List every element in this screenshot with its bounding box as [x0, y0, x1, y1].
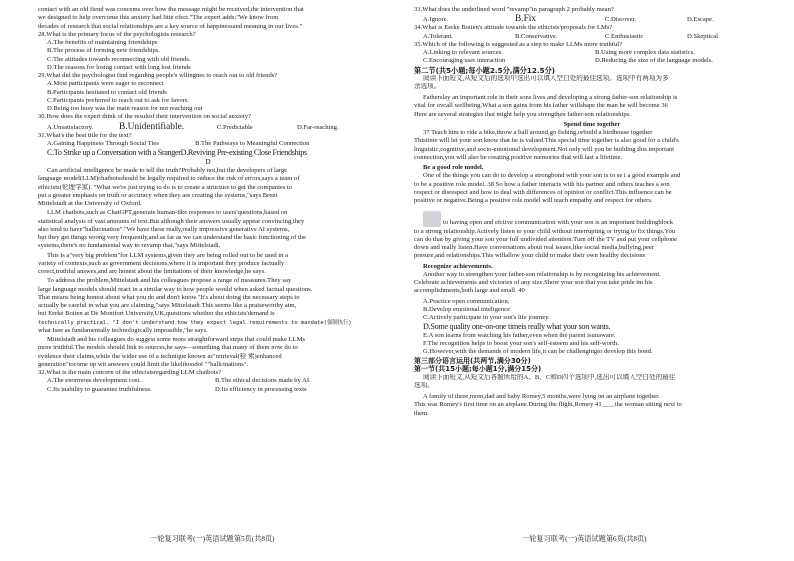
- question-stem: 34.What is Eerke Boiten's attitude towards the ethicists'proposals for LMs?: [414, 24, 613, 32]
- option-g: G.However,with the demands of modern life,it can be challengingto develop this bond.: [423, 348, 653, 356]
- option-c: C.To Strike up a Conversation with a Sranger: [47, 148, 181, 157]
- text-line: Fatherslay an important role in their sons lives and developing a strong father-son relationship is: [423, 94, 678, 101]
- text-line: down and really listen.Have conversations about real issues,like social media,bullying,peer: [414, 244, 655, 251]
- text-line: respect or disrespect and how to deal with differences of opinion or conflict.This influence can be: [414, 188, 672, 196]
- text-line: Thistime will let your son know that he is valued.This special time together is also good for a child's: [414, 137, 679, 145]
- question-31: [38, 132, 378, 167]
- text-line: LLM chatbots,such as ChatGPT,generate human-like responses to users'questions,based on: [47, 209, 288, 217]
- option-row: [414, 33, 770, 41]
- option-c: C.Participants preferred to reach out to ask for favors.: [47, 96, 190, 104]
- option-row: [38, 377, 378, 385]
- question-35: [414, 41, 770, 66]
- option-b: B.Participants hesitated to contact old friends: [47, 88, 167, 96]
- text-line: ethicists(伦理学家). "What we're just trying to do is to create a structure to get the companies to: [38, 183, 293, 191]
- blurred-blank-39: [423, 211, 441, 227]
- option-c: C.Enthusiastic: [605, 32, 644, 40]
- option-d: D.Some quality one-on-one timeis really what your son wants.: [423, 322, 611, 332]
- option-c: C.Discover.: [605, 16, 637, 24]
- option-b: B.Conservative.: [515, 32, 558, 40]
- text-line: That means being honest about what you do and don't know."It's about doing the necessary steps to: [38, 293, 300, 301]
- text-line: language model(LLM)chatbotsshould be legally required to reduce the risk of errors,says a team of: [38, 175, 300, 183]
- option-d: D.Reducing the size of the language models.: [595, 57, 713, 65]
- option-f: F.The recognition helps to boost your son's self-esteem and his self-worth.: [423, 340, 619, 347]
- option-b: B.The ethical decisions made by AI.: [215, 377, 311, 385]
- question-32: [38, 369, 378, 394]
- option-c: C.The attitudes towards reconnecting with old friends.: [47, 55, 191, 63]
- text-fragment: to having open and efctive communication with your son is an important buildingblock: [443, 219, 674, 227]
- option-a: A.Ignore.: [423, 16, 449, 24]
- option-row: [38, 140, 378, 148]
- question-stem: 32.What is the main concern of the ethicistsregarding LLM chatbots?: [38, 369, 222, 376]
- text-line: [414, 211, 770, 227]
- instruction-line: 选项。: [414, 381, 434, 389]
- question-stem: 35.Which of the following is suggested as a step to make LLMs more truthful?: [414, 40, 623, 48]
- option-a: A.Linking to relevant sources.: [423, 49, 504, 56]
- text-line: To address the problem,Mittelstadt and his colleagues propose a range of measures.They say: [47, 277, 292, 285]
- text-line: decades of research that social relationships are a key source of happinessand meaning in our lives.": [38, 22, 303, 30]
- text-line: accomplishments,both large and small. 40: [414, 287, 525, 295]
- text-line: actually be careful in what you are claiming,"says Mittelstadt.This seems like a praiseworthy aim,: [38, 302, 297, 309]
- option-d: D.Skeptical: [687, 32, 718, 40]
- text-line: evidence their claims,while the wider use of a technique known as"retrieval(检 索)enhanced: [38, 352, 282, 360]
- option-b: B.The Pathways to Meaningful Connection: [195, 139, 310, 147]
- question-stem: 33.What does the underlined word "revamp"in paragraph 2 probably mean?: [414, 6, 614, 13]
- text-line: connection,you will also be creating positive memories that will last a lifetime.: [414, 153, 623, 161]
- subheading: Spend time together: [563, 120, 621, 128]
- question-stem: 31.What's the best title for the text?: [38, 131, 132, 139]
- text-line: Another way to strengthen your father-son relationship is by recognizing his achievement.: [423, 270, 661, 278]
- question-stem: 30.How does the expert think of the resultof their intervention on social anxiety?: [38, 113, 251, 121]
- text-line: This is a"very big problem"for LLM systems,given they are being rolled out to be used in a: [47, 251, 289, 259]
- text-line: Here are several strategies that might help you strengthen father-son relationships.: [414, 110, 631, 118]
- question-30: [38, 113, 378, 131]
- text-line: large language models should react in a similar way to how people would when asked factual questions.: [38, 285, 313, 293]
- option-a: A.Most participants were eager to reconnect: [47, 80, 164, 88]
- text-line: vital for ovcall wellbeing.What a son gains from his father willshape the man he will become 36: [414, 102, 668, 110]
- text-line: what Isee as fundamentally technologically impossible,"he says.: [38, 326, 208, 334]
- option-d-wrap: D: [205, 157, 211, 166]
- question-29: [38, 72, 378, 113]
- option-a: A.Unsatisfactory.: [47, 123, 94, 131]
- left-page-column: [38, 6, 378, 394]
- option-row: [414, 57, 770, 65]
- question-33: [414, 6, 770, 24]
- text-line: to be a positive role model. 38 So how a father interacts with his partner and others teaches a son: [414, 180, 670, 188]
- cloze-options: [414, 298, 770, 357]
- subheading: Be a good role model.: [423, 164, 484, 171]
- option-e: E.A son learns from watching his father,even when the parent isunaware.: [423, 331, 616, 339]
- option-c: C.Predictable: [217, 123, 253, 131]
- text-line: them.: [414, 409, 429, 417]
- instruction-line: 余选项。: [414, 82, 441, 90]
- text-line: presure,and relationships.This willallow your child to make their own healthy decisions: [414, 252, 646, 260]
- question-stem: 28.What is the primary focus of the psychologists research?: [38, 30, 196, 38]
- option-a: A.The enormous development cost.: [47, 377, 141, 385]
- text-line: but Eerke Boiten at De Montfort University,UK,questions whether the ethicists'demand is: [38, 310, 275, 318]
- section-heading: 第二节(共5小题;每小题2.5分,满分12.5分): [414, 65, 556, 75]
- text-line: One of the things you can do to develop a strongbond with your son is to se t a good example and: [423, 172, 681, 180]
- option-b: B.Fix: [515, 14, 537, 25]
- option-d: D.The reasons for losing contact with long lost friends: [47, 63, 191, 71]
- page-footer-right: 一轮复习联考(一)英语试题第6页(共8页): [522, 535, 647, 543]
- page-footer-left: 一轮复习联考(一)英语试题第5页(共8页): [150, 535, 275, 543]
- text-line: put a greater emphasis on truth or accuracy when they are creating the systems,"says Brent: [38, 191, 278, 199]
- option-row: [38, 386, 378, 394]
- option-d: D.Being too busy was the main reason for not reaching out: [47, 105, 203, 112]
- text-line: also tend to have"hallucination"."We have these really,really impressive generative AI systems,: [38, 225, 290, 233]
- text-line: we designed to help overcome this anxiety had litte efect."The expert adds:"We know from: [38, 14, 279, 22]
- text-line: 37 Teach him to ride a bike,throw a ball around,go fishing,orbuild a birdhouse together: [423, 129, 653, 136]
- text-line: statistical analysis of vast amounts of text.But although their answers usually appear convincing,they: [38, 217, 305, 225]
- option-d: D.Escape.: [687, 16, 714, 24]
- text-line: more truthful.The models should link to sources,he says—something that many of them now do to: [38, 344, 298, 352]
- option-d: D.Far-reaching.: [297, 123, 339, 131]
- text-line: Mittelstadt at the University of Oxford.: [38, 200, 142, 207]
- subheading: Recognize achievements.: [423, 262, 493, 270]
- option-d: D.Reviving Pre-existing Close Friendships: [180, 148, 307, 157]
- reading-passage: [38, 167, 378, 369]
- text-line: A family of three,mom,dad and baby Romey,5 months,were lying on an airplane together.: [423, 393, 660, 401]
- text-line: Celebrate achievements and victories of any size.Show your son that you take pride im his: [414, 279, 653, 286]
- text-line: to a strong relationship.Actively listen to your child without interrupting or trying to fix things.You: [414, 227, 676, 235]
- option-row: [38, 122, 378, 132]
- option-row: [38, 148, 378, 158]
- cloze-passage: [414, 94, 770, 296]
- text-line: technically practical. "I don't understand how they expect legal requirements to mandate(强制执行): [38, 319, 352, 326]
- option-c: C.Encouraging user interaction: [423, 57, 506, 65]
- option-d: D.Its efficiency in processing texts: [215, 385, 307, 393]
- question-stem: 29.What did the psychologist find regarding people's wllingnes to reach out to old friends?: [38, 72, 278, 79]
- option-a: A.Gaining Happiness Through Social Ties: [47, 139, 159, 147]
- instruction-line: 阅读下面短文,从短文后的选项中选出可以填入空白处的最佳选项。选项中有两项为多: [423, 74, 669, 82]
- option-b: B.Develop emotional inteligence: [423, 305, 510, 313]
- part-heading: 第三部分语言运用(共两节,满分30分): [414, 356, 531, 365]
- option-row: [414, 49, 770, 57]
- option-a: A.Practice open communication.: [423, 297, 510, 305]
- text-line: Mittelstadt and his colleagues do suggest some more straightforward steps that could make LLMs: [47, 336, 306, 343]
- right-page-column: [414, 6, 770, 418]
- section-heading: 第一节(共15小题;每小题1分,满分15分): [414, 365, 542, 374]
- option-b: B.Using more complex data statistics.: [595, 49, 695, 56]
- text-line: positive or negative.Being a positive role model will teach empathy and respect for others.: [414, 197, 653, 204]
- question-34: [414, 24, 770, 41]
- text-line: corect,truthful answes,and are honest about the limitations of their knowledge,he says.: [38, 268, 266, 275]
- text-line: but they get things wrong very frequently,and as far as we can understand the basic functioning of the: [38, 234, 307, 241]
- text-line: variety of contexts,such as government decisions,where it is important they produce factually: [38, 259, 285, 267]
- text-line: can do that by giving your son your full undivided attention.Turn off the TV and put your cellphone: [414, 235, 678, 243]
- option-row: [414, 14, 770, 24]
- paragraph-continuation: [38, 6, 378, 31]
- text-line: Can artificial intelligence be made to tell the truth?Probably not,but the developers of large: [47, 167, 288, 174]
- option-c: C.Actively participate in your son's life journey.: [423, 314, 550, 321]
- option-b: B.Unidentifiable.: [119, 121, 185, 132]
- option-b: B.The process of forming new friendships.: [47, 47, 160, 55]
- text-line: This was Romey's first time on an airplane.During the flight,Romey 41____the woman sitting next to: [414, 401, 682, 409]
- cloze-passage-2: [414, 393, 770, 418]
- text-line: contact with an old fiend was concems over how the message might be received,the intervention that: [38, 6, 304, 13]
- question-28: [38, 31, 378, 72]
- instruction-line: 阅读下面短文,从短文后各题所给的A、B、C和D四个选项中,选出可以填入空白处的最佳: [423, 373, 676, 381]
- text-line: systems,there's no fundamental way to revamp that,"says Mittelstadt.: [38, 242, 221, 250]
- text-line: generation"tocome up wit answers could limit the likelihoodof ""hallcinations".: [38, 360, 249, 368]
- option-a: A.Tolerant.: [423, 32, 453, 40]
- option-c: C.Its inability to guarantee truthfulness.: [47, 385, 152, 393]
- option-a: A.The benefits of maintaining friendships: [47, 39, 158, 46]
- text-line: linguistic,cognitive,and socio-emotional development.Not only will you be building this important: [414, 145, 675, 153]
